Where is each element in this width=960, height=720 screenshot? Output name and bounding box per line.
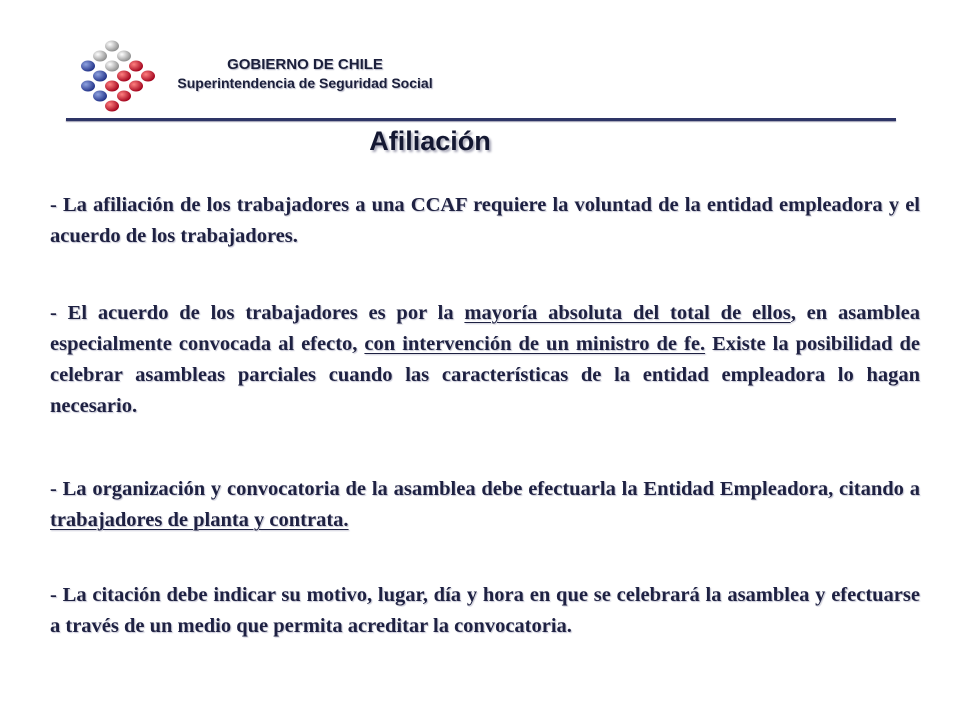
paragraph-2-underline-1: mayoría absoluta del total de ellos xyxy=(464,302,791,324)
paragraph-4 xyxy=(50,580,920,642)
logo-tile xyxy=(105,81,119,92)
page-title: Afiliación xyxy=(369,126,491,156)
paragraph-3-text: - La organización y convocatoria de la asamblea debe efectuarla la Entidad Empleadora, citando a xyxy=(50,478,920,500)
paragraph-2-text-a: - El acuerdo de los trabajadores es por la xyxy=(50,302,465,324)
logo-tile xyxy=(93,91,107,102)
logo-tile xyxy=(117,91,131,102)
paragraph-2-underline-2: con intervención de un ministro de fe. xyxy=(364,333,706,355)
paragraph-1 xyxy=(50,190,920,252)
org-line-1: GOBIERNO DE CHILE xyxy=(227,56,383,73)
logo-tile xyxy=(129,61,143,72)
logo-tile xyxy=(141,71,155,82)
logo-tile xyxy=(105,101,119,112)
logo-tile xyxy=(117,51,131,62)
logo-tile xyxy=(105,61,119,72)
organization-name xyxy=(160,56,450,92)
header-divider xyxy=(66,118,896,121)
paragraph-4-text: - La citación debe indicar su motivo, lugar, día y hora en que se celebrará la asamblea y efectuarse a través de un medio que permita acreditar la convocatoria. xyxy=(50,584,920,637)
paragraph-2-text-c: Existe la posibilidad de celebrar asambleas parciales cuando las características de la entidad empleadora lo hagan necesario. xyxy=(50,333,920,417)
government-logo-icon xyxy=(76,38,160,114)
logo-tile xyxy=(81,81,95,92)
logo-tile xyxy=(93,51,107,62)
paragraph-3 xyxy=(50,474,920,536)
logo-tile xyxy=(105,41,119,52)
paragraph-1-text: - La afiliación de los trabajadores a una CCAF requiere la voluntad de la entidad empleadora y el acuerdo de los trabajadores. xyxy=(50,194,920,247)
paragraph-3-underline: trabajadores de planta y contrata. xyxy=(50,509,349,531)
logo-tile xyxy=(81,61,95,72)
logo-tile xyxy=(93,71,107,82)
org-line-2: Superintendencia de Seguridad Social xyxy=(177,75,433,91)
paragraph-2 xyxy=(50,298,920,422)
logo-tile xyxy=(117,71,131,82)
paragraph-2-text-b: , en asamblea especialmente convocada al efecto, xyxy=(50,302,920,355)
logo-tile xyxy=(129,81,143,92)
